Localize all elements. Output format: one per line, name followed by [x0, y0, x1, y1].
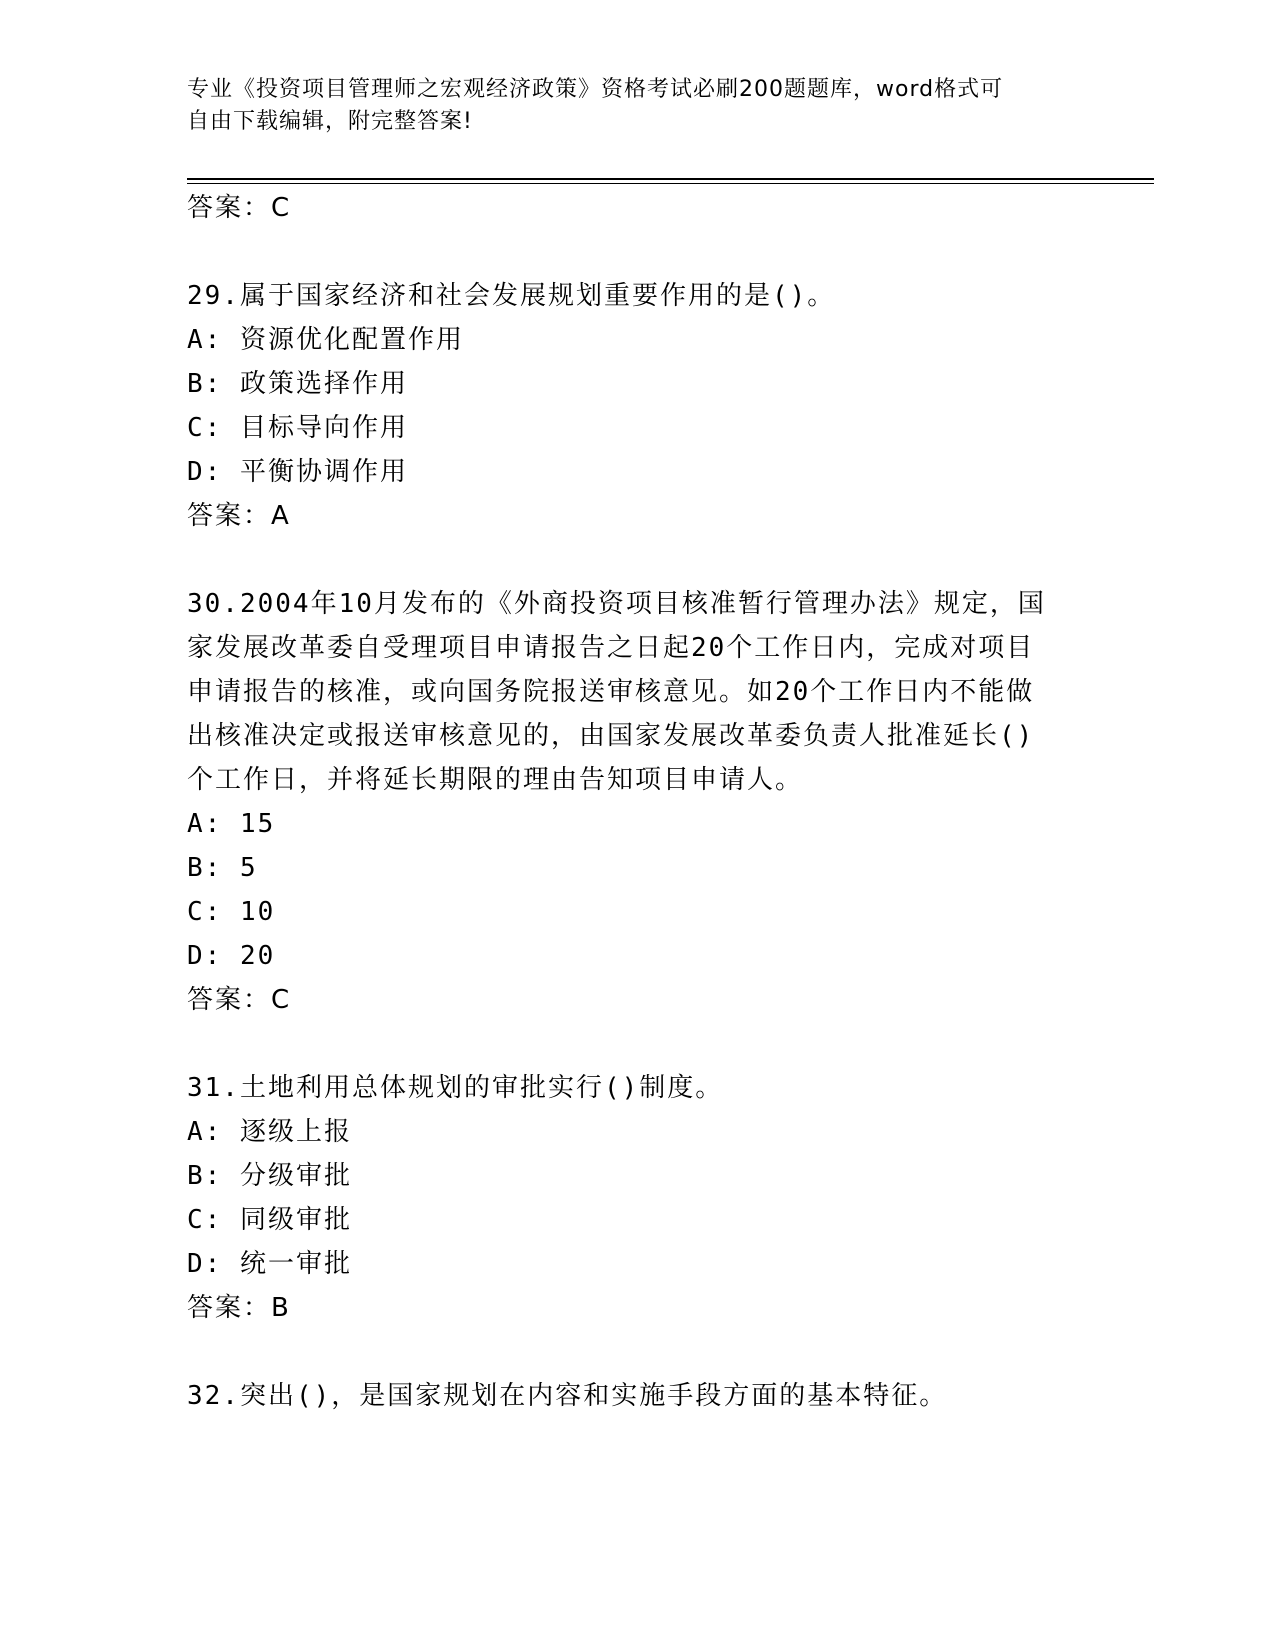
q32-question: 32.突出()，是国家规划在内容和实施手段方面的基本特征。 — [187, 1381, 948, 1411]
q29-option-c: C: 目标导向作用 — [187, 413, 408, 443]
q30-question-line-2: 家发展改革委自受理项目申请报告之日起20个工作日内，完成对项目 — [187, 633, 1035, 663]
q31-question: 31.土地利用总体规划的审批实行()制度。 — [187, 1073, 724, 1103]
q30-question-line-1: 30.2004年10月发布的《外商投资项目核准暂行管理办法》规定，国 — [187, 589, 1046, 619]
q31-option-d: D: 统一审批 — [187, 1249, 352, 1279]
q30-question-line-5: 个工作日，并将延长期限的理由告知项目申请人。 — [187, 765, 804, 795]
q29-answer: 答案：A — [187, 501, 291, 531]
page-header — [187, 74, 1087, 138]
header-rule-thick — [187, 178, 1154, 180]
q30-answer: 答案：C — [187, 985, 292, 1015]
q28-answer: 答案：C — [187, 193, 292, 223]
q29-option-b: B: 政策选择作用 — [187, 369, 408, 399]
header-line-1: 专业《投资项目管理师之宏观经济政策》资格考试必刷200题题库，word格式可 — [187, 77, 1004, 102]
q30-question-line-3: 申请报告的核准，或向国务院报送审核意见。如20个工作日内不能做 — [187, 677, 1035, 707]
q29-option-a: A: 资源优化配置作用 — [187, 325, 464, 355]
q31-option-b: B: 分级审批 — [187, 1161, 352, 1191]
header-rule-thin — [187, 183, 1154, 184]
q30-option-b: B: 5 — [187, 853, 258, 883]
q30-option-a: A: 15 — [187, 809, 276, 839]
q30-question-line-4: 出核准决定或报送审核意见的，由国家发展改革委负责人批准延长() — [187, 721, 1035, 751]
q29-question: 29.属于国家经济和社会发展规划重要作用的是()。 — [187, 281, 836, 311]
q31-option-c: C: 同级审批 — [187, 1205, 352, 1235]
q30-option-c: C: 10 — [187, 897, 276, 927]
q29-option-d: D: 平衡协调作用 — [187, 457, 408, 487]
q31-option-a: A: 逐级上报 — [187, 1117, 352, 1147]
header-line-2: 自由下载编辑，附完整答案! — [187, 109, 473, 134]
q30-option-d: D: 20 — [187, 941, 276, 971]
q31-answer: 答案：B — [187, 1293, 291, 1323]
